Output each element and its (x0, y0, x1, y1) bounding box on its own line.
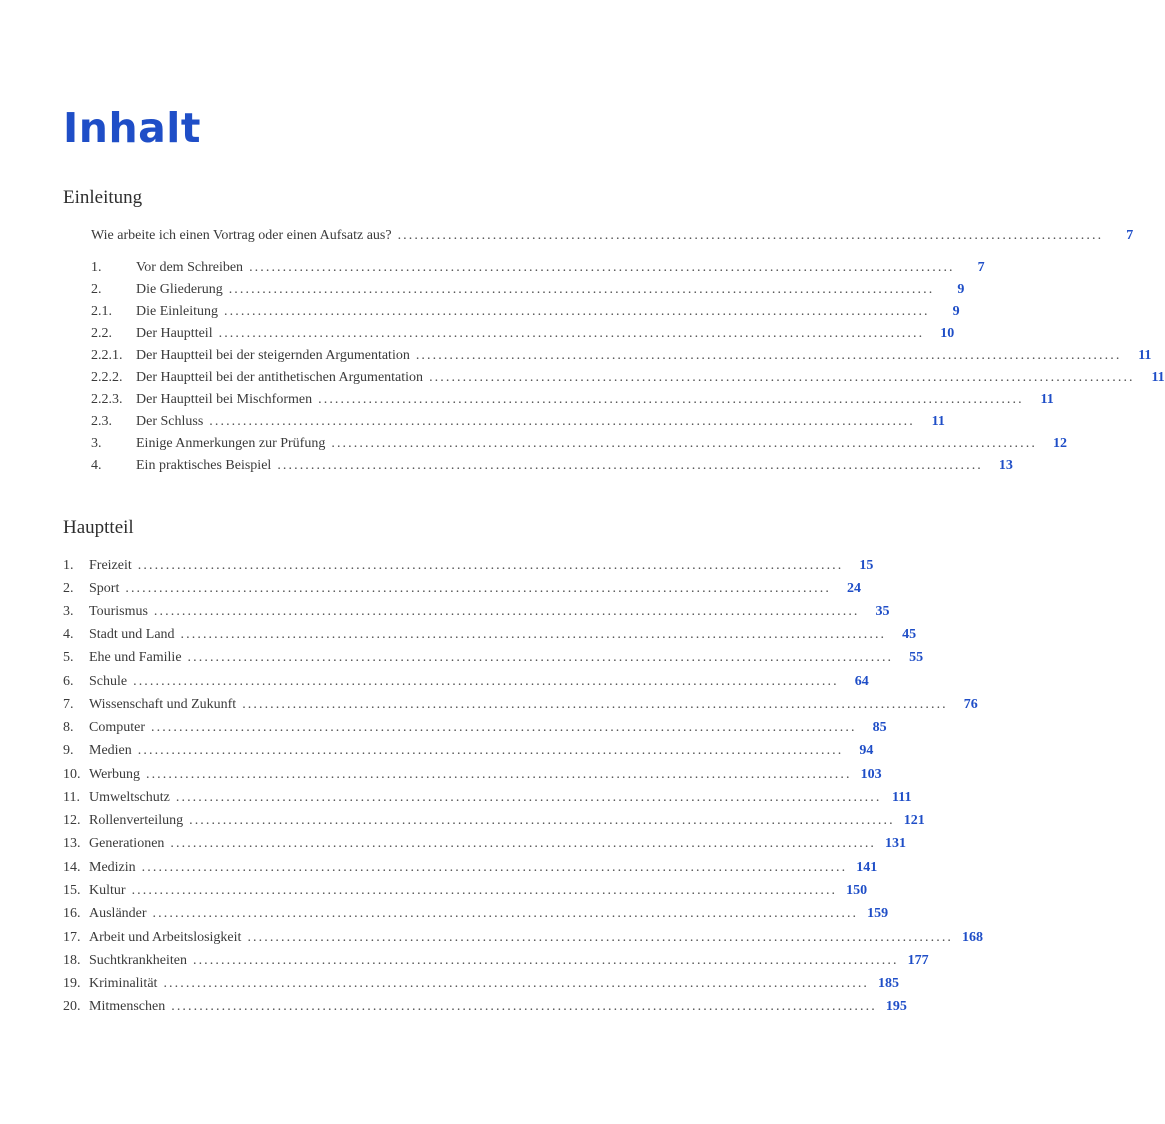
toc-entry[interactable] (0, 411, 945, 433)
toc-entry-number: 7. (63, 697, 74, 712)
toc-entry[interactable] (0, 950, 929, 972)
toc-entry-number: 12. (63, 813, 81, 828)
toc-page-number: 168 (962, 930, 984, 945)
toc-entry-label: Stadt und Land (89, 627, 175, 642)
toc-entry[interactable] (0, 257, 985, 279)
toc-entry-number: 2.2.3. (91, 392, 123, 407)
toc-entry-number: 8. (63, 720, 74, 735)
dot-leader: .............................................................................................................................. (192, 953, 899, 968)
toc-entry-number: 13. (63, 836, 81, 851)
toc-entry-number: 3. (91, 436, 102, 451)
toc-entry-label: Umweltschutz (89, 790, 170, 805)
toc-entry-label: Medien (89, 743, 132, 758)
toc-entry[interactable] (0, 433, 1067, 455)
toc-entry-number: 4. (91, 458, 102, 473)
dot-leader: .............................................................................................................................. (331, 436, 1037, 451)
toc-entry[interactable] (0, 810, 925, 832)
toc-entry-label: Ehe und Familie (89, 650, 182, 665)
toc-page-number: 76 (963, 697, 978, 712)
toc-entry-number: 11. (63, 790, 80, 805)
toc-entry-number: 17. (63, 930, 81, 945)
toc-page-number: 111 (892, 790, 912, 805)
toc-entry[interactable] (0, 345, 1152, 367)
toc-entry-number: 2.1. (91, 304, 112, 319)
toc-page-number: 11 (1151, 370, 1165, 385)
dot-leader: .............................................................................................................................. (131, 883, 838, 898)
toc-entry[interactable] (0, 389, 1054, 411)
toc-page-number: 141 (856, 860, 878, 875)
toc-entry-number: 15. (63, 883, 81, 898)
toc-entry-label: Einige Anmerkungen zur Prüfung (136, 436, 326, 451)
dot-leader: .............................................................................................................................. (151, 720, 857, 735)
toc-entry[interactable] (0, 903, 889, 925)
toc-entry-label: Vor dem Schreiben (136, 260, 244, 275)
toc-entry-label: Ausländer (89, 906, 147, 921)
section-heading-hauptteil: Hauptteil (63, 517, 134, 538)
toc-entry-label: Medizin (89, 860, 136, 875)
toc-entry[interactable] (0, 787, 912, 809)
toc-entry-number: 10. (63, 767, 81, 782)
toc-entry[interactable] (0, 647, 924, 669)
toc-page-number: 9 (952, 304, 960, 319)
toc-entry-number: 1. (91, 260, 102, 275)
toc-entry-label: Arbeit und Arbeitslosigkeit (89, 930, 242, 945)
toc-entry-label: Die Einleitung (136, 304, 219, 319)
toc-entry-label: Der Hauptteil bei Mischformen (136, 392, 313, 407)
toc-entry[interactable] (0, 624, 917, 646)
toc-entry-number: 2.2.2. (91, 370, 123, 385)
toc-entry-number: 2.2. (91, 326, 112, 341)
toc-entry[interactable] (0, 927, 984, 949)
toc-entry-number: 2. (63, 581, 74, 596)
toc-entry[interactable] (0, 279, 965, 301)
toc-entry-number: 9. (63, 743, 74, 758)
toc-entry-label: Der Hauptteil bei der steigernden Argumentation (136, 348, 410, 363)
toc-entry-number: 1. (63, 558, 74, 573)
toc-page-number: 13 (998, 458, 1013, 473)
dot-leader: .............................................................................................................................. (249, 260, 955, 275)
dot-leader: .............................................................................................................................. (141, 860, 848, 875)
toc-page-number: 9 (957, 282, 965, 297)
toc-page-number: 177 (907, 953, 929, 968)
toc-page-number: 10 (940, 326, 955, 341)
toc-entry-label: Computer (89, 720, 145, 735)
toc-entry-number: 14. (63, 860, 81, 875)
toc-entry-label: Freizeit (89, 558, 132, 573)
toc-entry[interactable] (0, 601, 890, 623)
dot-leader: .............................................................................................................................. (228, 282, 935, 297)
toc-entry-label: Der Schluss (136, 414, 204, 429)
toc-entry-number: 3. (63, 604, 74, 619)
dot-leader: .............................................................................................................................. (137, 743, 844, 758)
toc-entry[interactable] (0, 857, 878, 879)
dot-leader: .............................................................................................................................. (189, 813, 895, 828)
toc-page-number: 15 (859, 558, 874, 573)
toc-entry-label: Der Hauptteil (136, 326, 213, 341)
toc-entry[interactable] (0, 555, 874, 577)
toc-page-number: 11 (1040, 392, 1054, 407)
dot-leader: .............................................................................................................................. (209, 414, 915, 429)
toc-entry-label: Suchtkrankheiten (89, 953, 187, 968)
toc-page-number: 150 (846, 883, 868, 898)
toc-entry[interactable] (0, 323, 955, 345)
toc-entry-number: 19. (63, 976, 81, 991)
toc-entry[interactable] (0, 764, 882, 786)
toc-entry[interactable] (0, 833, 907, 855)
dot-leader: .............................................................................................................................. (180, 627, 887, 642)
dot-leader: .............................................................................................................................. (137, 558, 844, 573)
toc-page-number: 7 (977, 260, 985, 275)
toc-entry-label: Kriminalität (89, 976, 158, 991)
toc-entry-number: 2. (91, 282, 102, 297)
dot-leader: .............................................................................................................................. (133, 674, 839, 689)
dot-leader: .............................................................................................................................. (163, 976, 870, 991)
toc-page-number: 12 (1052, 436, 1067, 451)
dot-leader: .............................................................................................................................. (170, 836, 877, 851)
toc-page-number: 35 (875, 604, 890, 619)
dot-leader: .............................................................................................................................. (247, 930, 954, 945)
toc-page-number: 159 (867, 906, 889, 921)
toc-page-number: 121 (903, 813, 925, 828)
toc-page-number: 11 (1138, 348, 1152, 363)
toc-page-number: 195 (885, 999, 907, 1014)
toc-entry[interactable] (0, 455, 1013, 477)
dot-leader: .............................................................................................................................. (187, 650, 894, 665)
dot-leader: .............................................................................................................................. (125, 581, 831, 596)
dot-leader: .............................................................................................................................. (415, 348, 1122, 363)
toc-entry[interactable] (0, 694, 978, 716)
toc-entry-number: 5. (63, 650, 74, 665)
toc-entry-number: 16. (63, 906, 81, 921)
toc-entry-label: Schule (89, 674, 128, 689)
toc-page-number: 94 (859, 743, 874, 758)
toc-entry[interactable] (0, 973, 900, 995)
toc-entry-label: Tourismus (89, 604, 148, 619)
toc-page-number: 7 (1126, 228, 1134, 243)
toc-entry[interactable] (0, 367, 1165, 389)
toc-entry-label: Sport (89, 581, 120, 596)
toc-entry-intro[interactable] (0, 225, 1134, 247)
toc-entry-label: Mitmenschen (89, 999, 166, 1014)
dot-leader: .............................................................................................................................. (242, 697, 948, 712)
toc-entry-number: 6. (63, 674, 74, 689)
toc-entry-number: 2.3. (91, 414, 112, 429)
toc-entry-number: 2.2.1. (91, 348, 123, 363)
toc-page-number: 45 (902, 627, 917, 642)
toc-entry[interactable] (0, 740, 874, 762)
dot-leader: .............................................................................................................................. (152, 906, 859, 921)
toc-page-number: 85 (872, 720, 887, 735)
toc-entry-number: 4. (63, 627, 74, 642)
dot-leader: .............................................................................................................................. (218, 326, 925, 341)
toc-entry-label: Kultur (89, 883, 126, 898)
dot-leader: .............................................................................................................................. (429, 370, 1135, 385)
toc-entry[interactable] (0, 578, 861, 600)
section-heading-einleitung: Einleitung (63, 187, 143, 208)
toc-entry-number: 18. (63, 953, 81, 968)
toc-entry-label: Werbung (89, 767, 140, 782)
toc-entry[interactable] (0, 717, 887, 739)
toc-page-number: 185 (878, 976, 900, 991)
dot-leader: .............................................................................................................................. (175, 790, 882, 805)
toc-entry-label: Wie arbeite ich einen Vortrag oder einen Aufsatz aus? (91, 228, 392, 243)
toc-page-number: 11 (931, 414, 945, 429)
dot-leader: .............................................................................................................................. (145, 767, 852, 782)
dot-leader: .............................................................................................................................. (153, 604, 860, 619)
dot-leader: .............................................................................................................................. (397, 228, 1104, 243)
toc-entry-label: Wissenschaft und Zukunft (89, 697, 237, 712)
dot-leader: .............................................................................................................................. (318, 392, 1024, 407)
toc-entry-label: Die Gliederung (136, 282, 223, 297)
toc-page-number: 24 (846, 581, 861, 596)
toc-page-number: 55 (909, 650, 924, 665)
dot-leader: .............................................................................................................................. (171, 999, 877, 1014)
toc-entry-label: Ein praktisches Beispiel (136, 458, 272, 473)
toc-entry[interactable] (0, 996, 907, 1018)
toc-entry[interactable] (0, 301, 960, 323)
toc-entry-label: Generationen (89, 836, 165, 851)
toc-entry-number: 20. (63, 999, 81, 1014)
page-title: Inhalt (63, 104, 201, 152)
dot-leader: .............................................................................................................................. (224, 304, 930, 319)
toc-entry[interactable] (0, 880, 868, 902)
toc-entry-label: Rollenverteilung (89, 813, 184, 828)
toc-entry[interactable] (0, 671, 869, 693)
dot-leader: .............................................................................................................................. (277, 458, 983, 473)
toc-page-number: 103 (860, 767, 882, 782)
toc-page-number: 131 (885, 836, 907, 851)
toc-page-number: 64 (854, 674, 869, 689)
toc-entry-label: Der Hauptteil bei der antithetischen Argumentation (136, 370, 424, 385)
